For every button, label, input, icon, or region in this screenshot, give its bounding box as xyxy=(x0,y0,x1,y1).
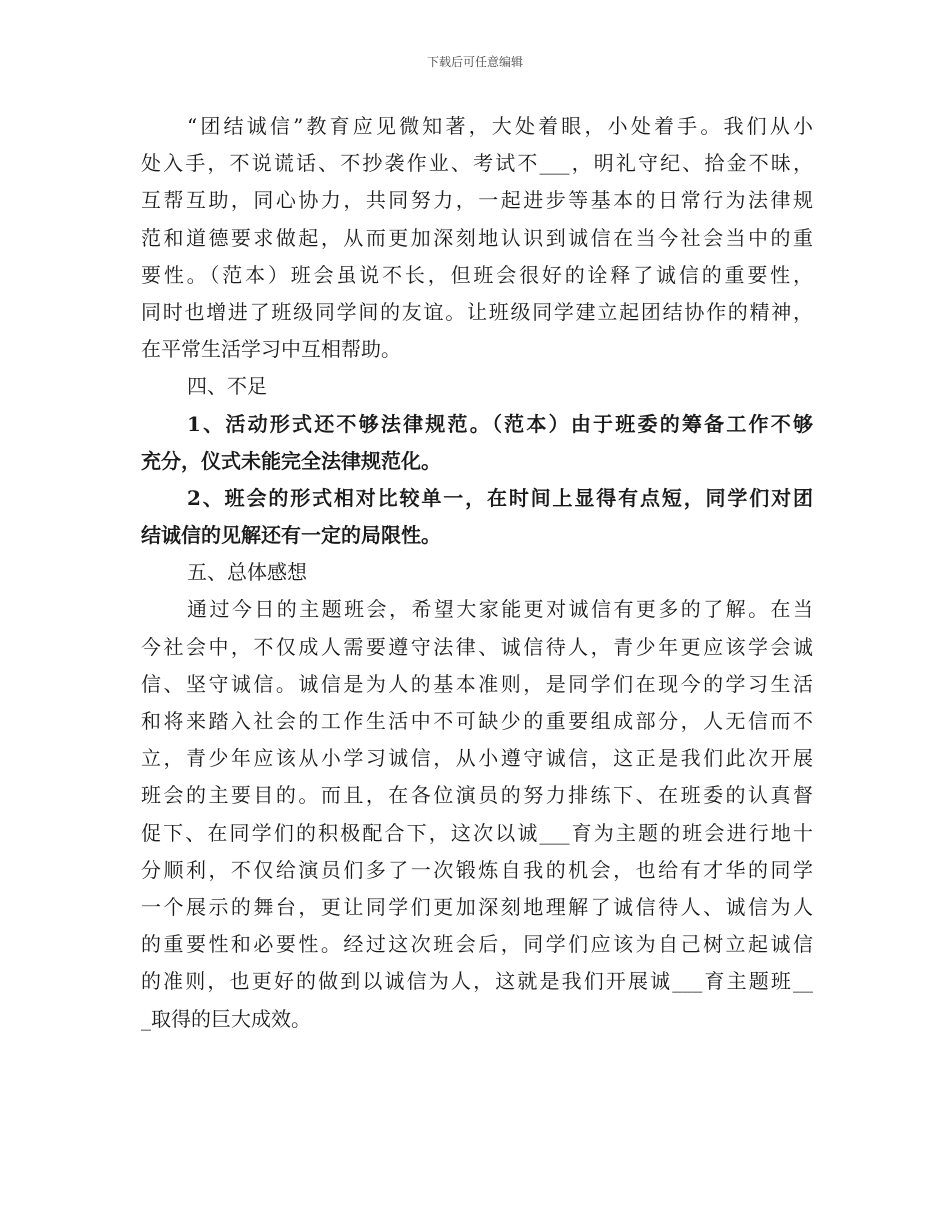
text-line: 五、总体感想 xyxy=(187,560,307,585)
text-line: _取得的巨大成效。 xyxy=(141,1006,311,1031)
text-line: 四、不足 xyxy=(187,374,267,399)
text-line: 和将来踏入社会的工作生活中不可缺少的重要组成部分，人无信而不 xyxy=(141,709,813,733)
text-line: 2、班会的形式相对比较单一，在时间上显得有点短，同学们对团 xyxy=(187,485,813,510)
text-line: 互帮互助，同心协力，共同努力，一起进步等基本的日常行为法律规 xyxy=(141,188,813,213)
text-line: 处入手，不说谎话、不抄袭作业、考试不___，明礼守纪、拾金不昧， xyxy=(141,151,813,176)
text-line: 结诚信的见解还有一定的局限性。 xyxy=(141,523,441,548)
text-line: 的重要性和必要性。经过这次班会后，同学们应该为自己树立起诚信 xyxy=(141,932,813,957)
text-line: 信、坚守诚信。诚信是为人的基本准则，是同学们在现今的学习生活 xyxy=(141,671,813,696)
text-line: 在平常生活学习中互相帮助。 xyxy=(141,337,401,362)
text-line: 立，青少年应该从小学习诚信，从小遵守诚信，这正是我们此次开展 xyxy=(141,746,813,771)
text-line: 今社会中，不仅成人需要遵守法律、诚信待人，青少年更应该学会诚 xyxy=(141,634,813,659)
text-line: 同时也增进了班级同学间的友谊。让班级同学建立起团结协作的精神， xyxy=(141,299,813,324)
text-line: 的准则，也更好的做到以诚信为人，这就是我们开展诚___育主题班__ xyxy=(141,969,813,994)
document-body xyxy=(141,108,813,1038)
text-line: 通过今日的主题班会，希望大家能更对诚信有更多的了解。在当 xyxy=(187,597,813,622)
text-line: 一个展示的舞台，更让同学们更加深刻地理解了诚信待人、诚信为人 xyxy=(141,894,813,919)
text-line: 班会的主要目的。而且，在各位演员的努力排练下、在班委的认真督 xyxy=(141,783,813,808)
text-line: 范和道德要求做起，从而更加深刻地认识到诚信在当今社会当中的重 xyxy=(141,225,813,250)
text-line: 促下、在同学们的积极配合下，这次以诚___育为主题的班会进行地十 xyxy=(141,820,813,845)
page-header: 下载后可任意编辑 xyxy=(426,55,523,69)
text-line: 充分，仪式未能完全法律规范化。 xyxy=(141,448,441,473)
text-line: 分顺利，不仅给演员们多了一次锻炼自我的机会，也给有才华的同学 xyxy=(141,857,813,882)
text-line: 要性。（范本）班会虽说不长，但班会很好的诠释了诚信的重要性， xyxy=(141,262,813,287)
text-line: 1、活动形式还不够法律规范。（范本）由于班委的筹备工作不够 xyxy=(187,411,813,436)
text-line: “团结诚信”教育应见微知著，大处着眼，小处着手。我们从小 xyxy=(187,114,813,138)
